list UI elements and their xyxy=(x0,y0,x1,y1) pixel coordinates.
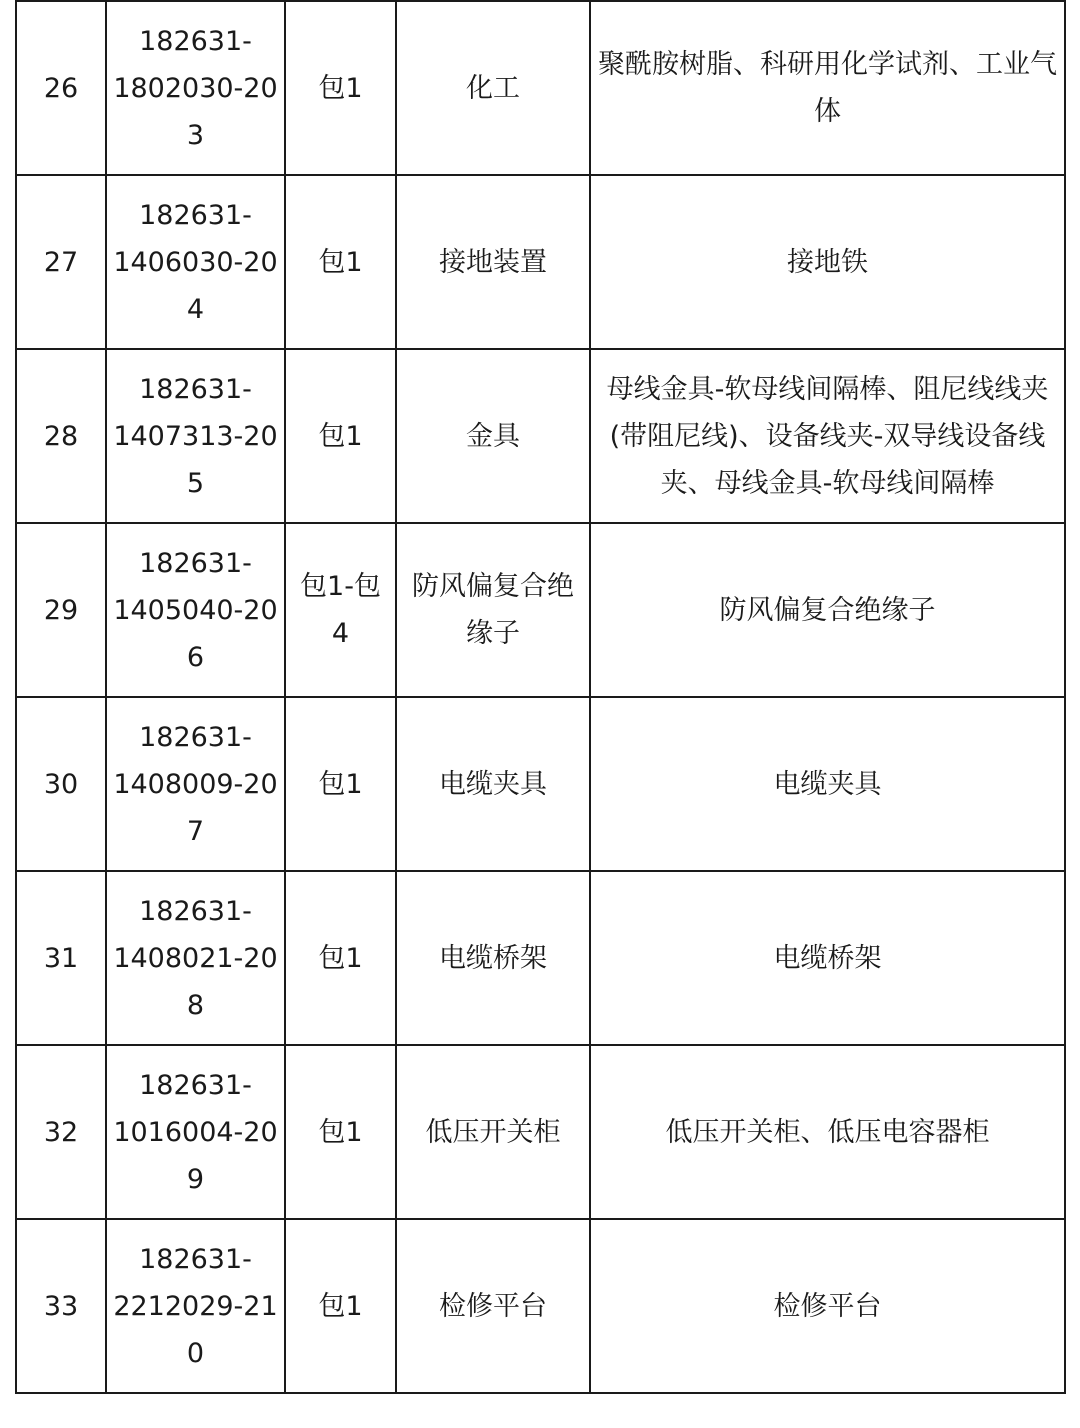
material-description: 检修平台 xyxy=(590,1219,1065,1393)
table-row xyxy=(16,697,1065,871)
project-code xyxy=(106,175,285,349)
project-code-line-2: 1408009-207 xyxy=(113,768,278,847)
project-code xyxy=(106,1219,285,1393)
project-code-line-1: 182631- xyxy=(139,1069,252,1101)
material-category: 化工 xyxy=(396,1,590,175)
material-category: 接地装置 xyxy=(396,175,590,349)
project-code-line-1: 182631- xyxy=(139,25,252,57)
package-number: 包1 xyxy=(285,349,396,523)
material-description: 母线金具-软母线间隔棒、阻尼线线夹(带阻尼线)、设备线夹-双导线设备线夹、母线金具-软母线间隔棒 xyxy=(590,349,1065,523)
material-category: 防风偏复合绝缘子 xyxy=(396,523,590,697)
project-code-line-1: 182631- xyxy=(139,721,252,753)
package-number: 包1-包4 xyxy=(285,523,396,697)
project-code-line-2: 2212029-210 xyxy=(113,1290,278,1369)
row-number: 32 xyxy=(16,1045,106,1219)
project-code-line-2: 1016004-209 xyxy=(113,1116,278,1195)
project-code xyxy=(106,871,285,1045)
project-code-line-2: 1406030-204 xyxy=(113,246,278,325)
row-number: 33 xyxy=(16,1219,106,1393)
material-category: 金具 xyxy=(396,349,590,523)
project-code-line-1: 182631- xyxy=(139,895,252,927)
project-code xyxy=(106,1,285,175)
table-row xyxy=(16,1219,1065,1393)
material-description: 电缆桥架 xyxy=(590,871,1065,1045)
row-number: 30 xyxy=(16,697,106,871)
table-row xyxy=(16,175,1065,349)
project-code-line-1: 182631- xyxy=(139,547,252,579)
project-code-line-1: 182631- xyxy=(139,1243,252,1275)
package-number: 包1 xyxy=(285,871,396,1045)
project-code xyxy=(106,523,285,697)
package-number: 包1 xyxy=(285,175,396,349)
project-code-line-2: 1408021-208 xyxy=(113,942,278,1021)
row-number: 28 xyxy=(16,349,106,523)
project-code xyxy=(106,697,285,871)
package-number: 包1 xyxy=(285,697,396,871)
project-code-line-1: 182631- xyxy=(139,199,252,231)
material-description: 接地铁 xyxy=(590,175,1065,349)
project-code-line-2: 1802030-203 xyxy=(113,72,278,151)
table-row xyxy=(16,1045,1065,1219)
project-code xyxy=(106,349,285,523)
material-category: 检修平台 xyxy=(396,1219,590,1393)
row-number: 29 xyxy=(16,523,106,697)
material-description: 电缆夹具 xyxy=(590,697,1065,871)
table-row xyxy=(16,349,1065,523)
package-number: 包1 xyxy=(285,1219,396,1393)
material-description: 聚酰胺树脂、科研用化学试剂、工业气体 xyxy=(590,1,1065,175)
material-category: 电缆夹具 xyxy=(396,697,590,871)
project-code xyxy=(106,1045,285,1219)
table-row xyxy=(16,1,1065,175)
material-category: 低压开关柜 xyxy=(396,1045,590,1219)
package-number: 包1 xyxy=(285,1045,396,1219)
project-code-line-1: 182631- xyxy=(139,373,252,405)
project-code-line-2: 1407313-205 xyxy=(113,420,278,499)
table-row xyxy=(16,871,1065,1045)
row-number: 31 xyxy=(16,871,106,1045)
material-description: 防风偏复合绝缘子 xyxy=(590,523,1065,697)
material-description: 低压开关柜、低压电容器柜 xyxy=(590,1045,1065,1219)
row-number: 27 xyxy=(16,175,106,349)
procurement-table xyxy=(15,0,1066,1394)
row-number: 26 xyxy=(16,1,106,175)
project-code-line-2: 1405040-206 xyxy=(113,594,278,673)
package-number: 包1 xyxy=(285,1,396,175)
table-row xyxy=(16,523,1065,697)
material-category: 电缆桥架 xyxy=(396,871,590,1045)
